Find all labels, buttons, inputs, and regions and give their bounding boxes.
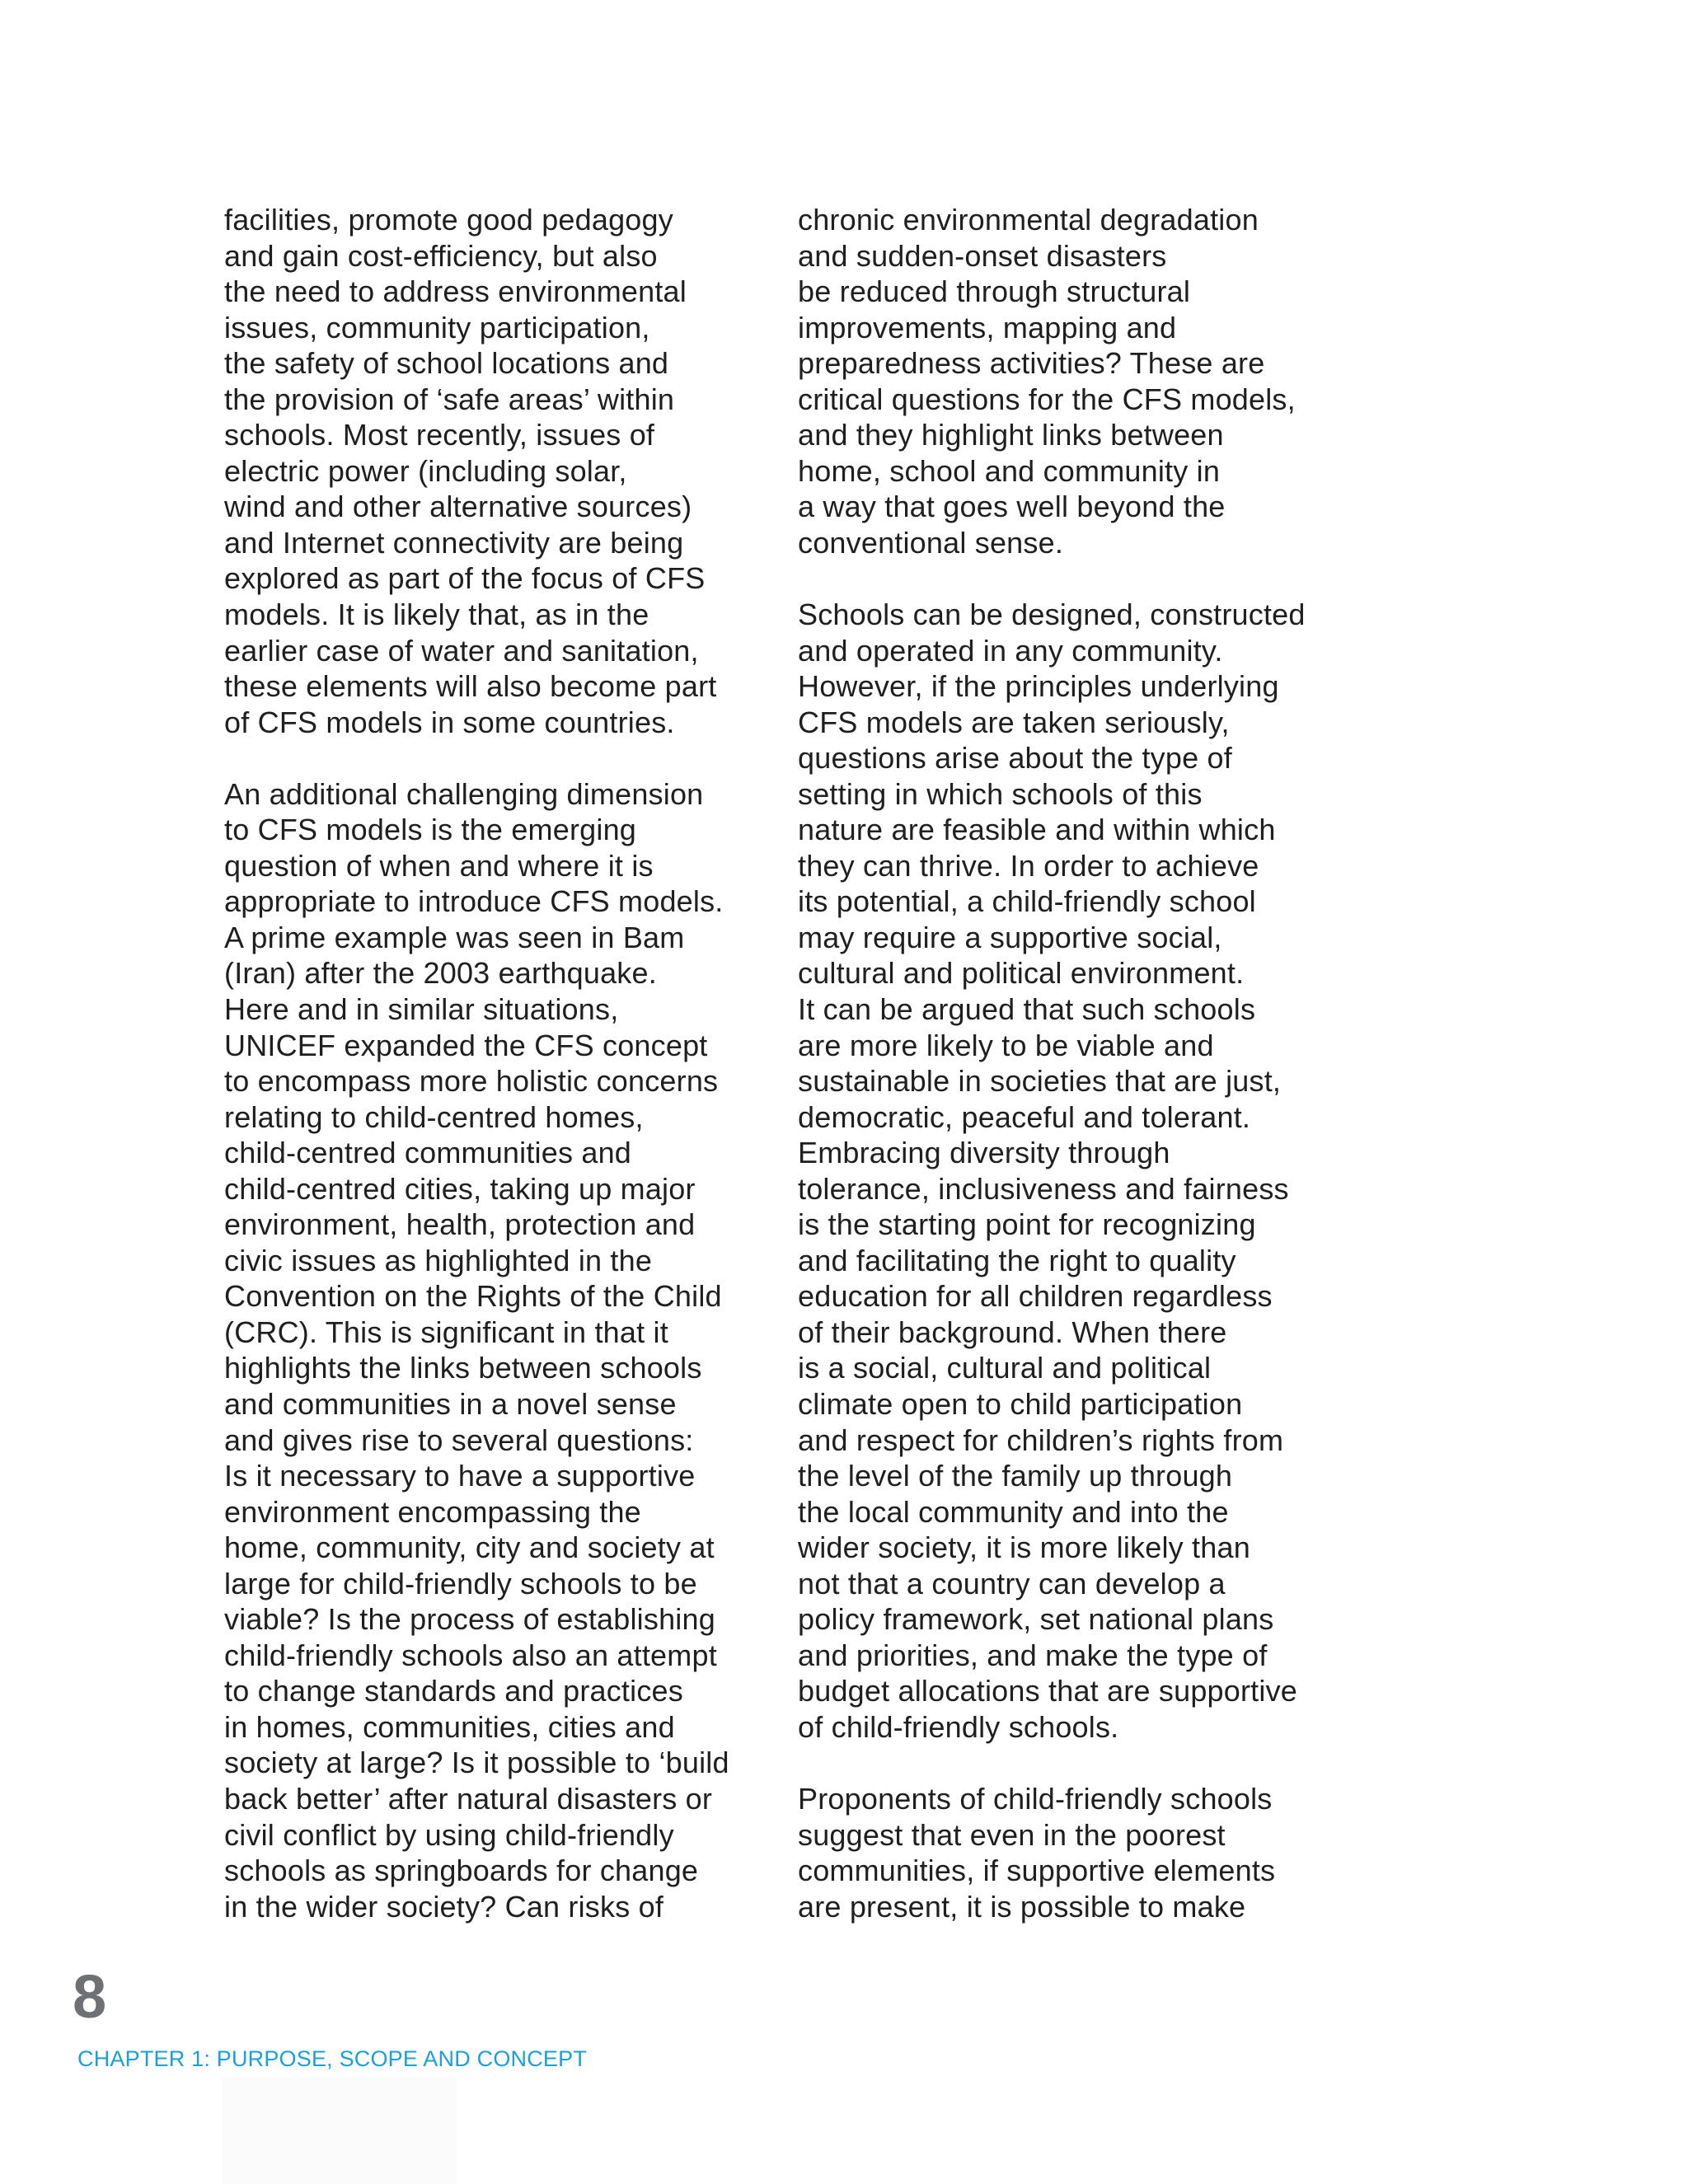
text-line: a way that goes well beyond the (798, 490, 1226, 524)
text-line: large for child-friendly schools to be (224, 1566, 697, 1601)
text-line: sustainable in societies that are just, (798, 1064, 1282, 1099)
text-line: viable? Is the process of establishing (224, 1602, 715, 1637)
text-line: in the wider society? Can risks of (224, 1889, 664, 1924)
page-number: 8 (73, 1962, 107, 2031)
text-line: CFS models are taken seriously, (798, 705, 1230, 739)
text-line: preparedness activities? These are (798, 346, 1265, 381)
text-line: However, if the principles underlying (798, 669, 1279, 704)
text-line: Is it necessary to have a supportive (224, 1459, 696, 1493)
text-line: (CRC). This is significant in that it (224, 1315, 668, 1349)
text-line: (Iran) after the 2003 earthquake. (224, 956, 657, 991)
text-line: highlights the links between schools (224, 1351, 702, 1385)
text-line: and communities in a novel sense (224, 1387, 677, 1421)
text-line: the level of the family up through (798, 1459, 1233, 1493)
text-line: earlier case of water and sanitation, (224, 633, 699, 668)
text-line: the local community and into the (798, 1494, 1229, 1529)
text-line: nature are feasible and within which (798, 813, 1276, 847)
text-line: It can be argued that such schools (798, 991, 1256, 1026)
text-line: and Internet connectivity are being (224, 525, 684, 560)
text-line: explored as part of the focus of CFS (224, 561, 706, 596)
text-line: and operated in any community. (798, 633, 1223, 668)
text-line: electric power (including solar, (224, 453, 627, 488)
text-line: Embracing diversity through (798, 1136, 1170, 1170)
text-line: issues, community participation, (224, 310, 650, 344)
text-line: back better’ after natural disasters or (224, 1782, 713, 1816)
text-line: of their background. When there (798, 1315, 1227, 1349)
text-line: are more likely to be viable and (798, 1028, 1214, 1062)
paragraph (798, 1781, 1367, 1924)
text-line: suggest that even in the poorest (798, 1817, 1226, 1852)
left-text-column (224, 202, 793, 1924)
text-line: cultural and political environment. (798, 956, 1245, 991)
text-line: may require a supportive social, (798, 920, 1222, 954)
text-line: schools. Most recently, issues of (224, 418, 655, 452)
text-line: to change standards and practices (224, 1674, 683, 1708)
paragraph (798, 202, 1367, 560)
paragraph (798, 597, 1367, 1746)
text-line: child-centred cities, taking up major (224, 1171, 696, 1206)
text-line: civic issues as highlighted in the (224, 1243, 653, 1277)
text-line: home, school and community in (798, 453, 1221, 488)
text-line: and facilitating the right to quality (798, 1243, 1236, 1277)
text-line: the safety of school locations and (224, 346, 669, 381)
text-line: and sudden-onset disasters (798, 238, 1167, 273)
paragraph (224, 776, 793, 1925)
text-line: improvements, mapping and (798, 310, 1177, 344)
text-line: and respect for children’s rights from (798, 1422, 1284, 1457)
text-line: not that a country can develop a (798, 1566, 1226, 1601)
text-line: relating to child-centred homes, (224, 1099, 644, 1134)
text-line: models. It is likely that, as in the (224, 598, 649, 632)
text-line: chronic environmental degradation (798, 203, 1259, 237)
text-line: Schools can be designed, constructed (798, 597, 1306, 631)
text-line: wider society, it is more likely than (798, 1530, 1250, 1565)
text-line: and gain cost-efficiency, but also (224, 238, 658, 273)
footer-shade (223, 2077, 457, 2184)
text-line: conventional sense. (798, 525, 1064, 560)
text-line: is a social, cultural and political (798, 1351, 1212, 1385)
text-line: its potential, a child-friendly school (798, 884, 1256, 919)
right-text-column (798, 202, 1367, 1924)
text-line: Here and in similar situations, (224, 991, 619, 1026)
text-line: civil conflict by using child-friendly (224, 1817, 674, 1852)
paragraph (224, 202, 793, 740)
text-line: Convention on the Rights of the Child (224, 1279, 722, 1314)
text-line: the need to address environmental (224, 274, 687, 309)
text-line: to encompass more holistic concerns (224, 1064, 719, 1099)
text-line: environment, health, protection and (224, 1207, 696, 1242)
text-line: be reduced through structural (798, 274, 1191, 309)
text-line: child-friendly schools also an attempt (224, 1638, 717, 1672)
text-line: questions arise about the type of (798, 741, 1232, 776)
text-line: communities, if supportive elements (798, 1854, 1276, 1888)
text-line: of CFS models in some countries. (224, 705, 675, 739)
text-line: and gives rise to several questions: (224, 1422, 694, 1457)
text-line: setting in which schools of this (798, 776, 1203, 811)
text-line: and they highlight links between (798, 418, 1224, 452)
text-line: of child-friendly schools. (798, 1709, 1119, 1744)
text-line: UNICEF expanded the CFS concept (224, 1028, 708, 1062)
text-line: society at large? Is it possible to ‘build (224, 1746, 729, 1780)
text-line: wind and other alternative sources) (224, 490, 692, 524)
chapter-label: CHAPTER 1: PURPOSE, SCOPE AND CONCEPT (77, 2046, 588, 2071)
text-line: climate open to child participation (798, 1387, 1243, 1421)
text-line: these elements will also become part (224, 669, 717, 704)
text-line: schools as springboards for change (224, 1854, 699, 1888)
text-line: critical questions for the CFS models, (798, 382, 1296, 416)
text-line: policy framework, set national plans (798, 1602, 1274, 1637)
text-line: the provision of ‘safe areas’ within (224, 382, 675, 416)
text-line: A prime example was seen in Bam (224, 920, 685, 954)
text-line: Proponents of child-friendly schools (798, 1781, 1273, 1816)
text-line: in homes, communities, cities and (224, 1709, 675, 1744)
text-line: home, community, city and society at (224, 1530, 715, 1565)
text-line: An additional challenging dimension (224, 776, 704, 811)
text-line: tolerance, inclusiveness and fairness (798, 1171, 1289, 1206)
text-line: facilities, promote good pedagogy (224, 203, 673, 237)
text-line: to CFS models is the emerging (224, 813, 637, 847)
text-line: appropriate to introduce CFS models. (224, 884, 724, 919)
text-line: budget allocations that are supportive (798, 1674, 1297, 1708)
text-line: education for all children regardless (798, 1279, 1273, 1314)
text-line: child-centred communities and (224, 1136, 632, 1170)
text-line: they can thrive. In order to achieve (798, 848, 1259, 883)
text-line: environment encompassing the (224, 1494, 641, 1529)
text-line: question of when and where it is (224, 848, 654, 883)
text-line: and priorities, and make the type of (798, 1638, 1268, 1672)
text-line: is the starting point for recognizing (798, 1207, 1256, 1242)
text-line: democratic, peaceful and tolerant. (798, 1099, 1251, 1134)
text-line: are present, it is possible to make (798, 1889, 1246, 1924)
